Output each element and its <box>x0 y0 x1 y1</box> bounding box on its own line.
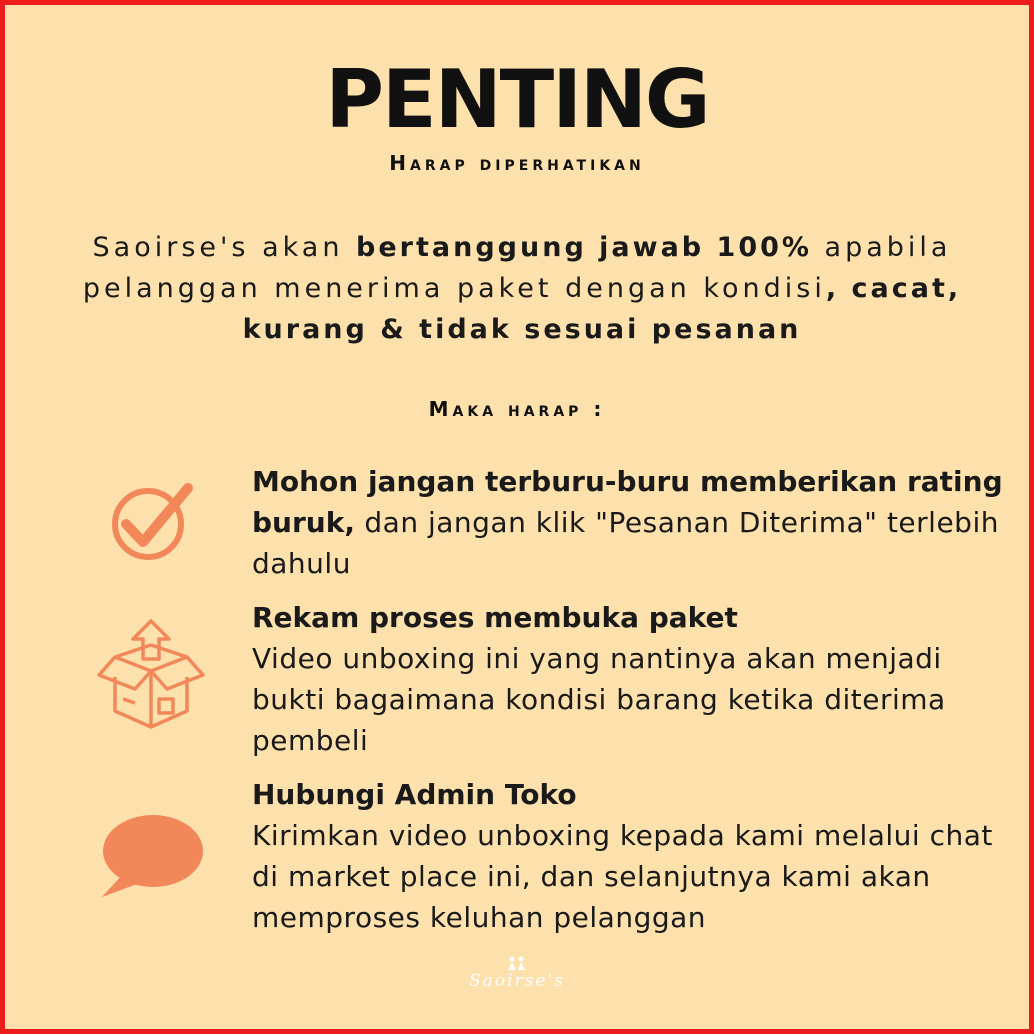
list-item-text: Video unboxing ini yang nantinya akan menjadi bukti bagaimana kondisi barang ketika diterima pembeli <box>252 642 946 757</box>
list-item-text: dan jangan klik "Pesanan Diterima" terlebih dahulu <box>252 506 999 580</box>
list-item-heading: Rekam proses membuka paket <box>252 601 738 634</box>
list-item-rating <box>252 461 1012 584</box>
page-subtitle: Harap diperhatikan <box>389 151 645 175</box>
list-item-text: Kirimkan video unboxing kepada kami melalui chat di market place ini, dan selanjutnya kami akan memproses keluhan pelanggan <box>252 819 993 934</box>
maka-harap-heading: Maka harap : <box>428 397 606 421</box>
page-title: PENTING <box>325 53 709 146</box>
brand-mark-icon <box>506 955 528 971</box>
intro-text-1: Saoirse's akan <box>92 232 357 263</box>
open-box-upload-icon <box>95 619 207 731</box>
intro-bold-2: , cacat, kurang & tidak sesuai pesanan <box>242 273 962 345</box>
list-item-heading: Hubungi Admin Toko <box>252 778 577 811</box>
check-circle-icon <box>110 482 194 566</box>
list-item-record <box>252 597 1012 761</box>
list-item-heading: Mohon jangan terburu-buru memberikan rating buruk, <box>252 465 1003 539</box>
chat-bubble-icon <box>100 813 204 899</box>
brand-name: Saoirse's <box>469 971 565 991</box>
intro-paragraph <box>45 227 999 350</box>
intro-text-2: apabila pelanggan menerima paket dengan kondisi <box>82 232 952 304</box>
list-item-contact <box>252 774 1012 938</box>
intro-bold-1: bertanggung jawab 100% <box>356 232 812 263</box>
brand-logo <box>5 955 1029 991</box>
